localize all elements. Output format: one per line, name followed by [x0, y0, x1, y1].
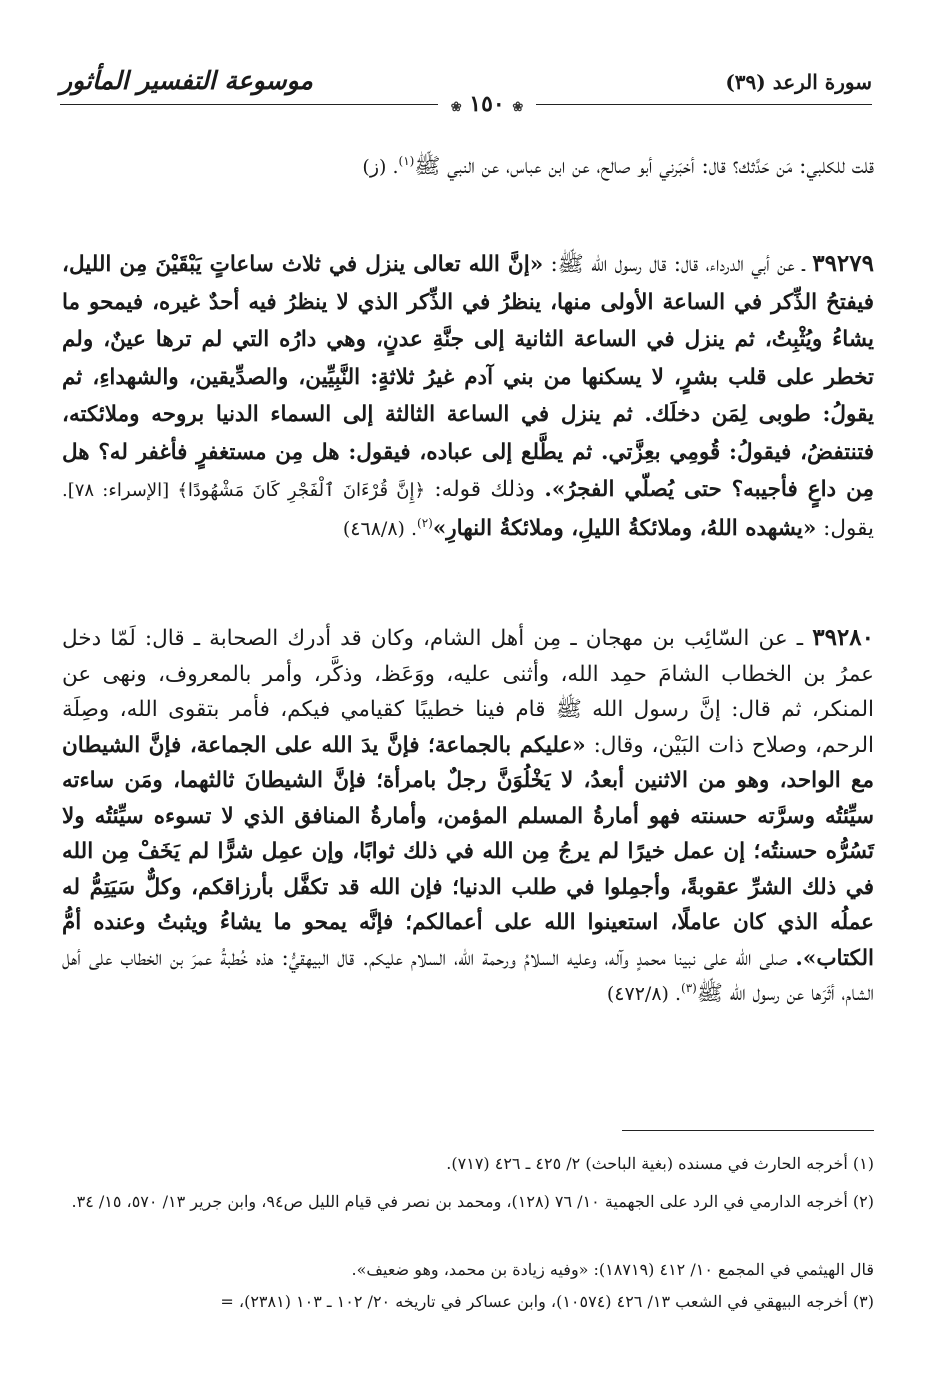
hadith-entry-39279 [62, 245, 874, 548]
entry-intro: ـ عن السّائِب بن مهجان ـ مِن أهل الشام، وكان قد أدرك الصحابة ـ قال: لَمّا دخل عمرُ بن الخطاب الشامَ حمِد الله، وأثنى عليه، ووَعَظ، وذكَّر، وأمر بالمعروف، ونهى عن المنكر، ثم قال: إنَّ رسول الله ﷺ قام فينا خطيبًا كقيامي فيكم، فأمر بتقوى الله، وصِلَة الرحم، وصلاح ذات البَيْن، وقال: [62, 626, 874, 758]
entry-says: يقول: [816, 515, 874, 541]
footnote-3: (٣) أخرجه البيهقي في الشعب ١٣/ ٤٢٦ (١٠٥٧٤)، وابن عساكر في تاريخه ٢٠/ ١٠٢ ـ ١٠٣ (٢٣٨١)، = [220, 1292, 874, 1311]
page-header [60, 60, 872, 130]
hadith-text: «إنَّ الله تعالى ينزل في ثلاث ساعاتٍ يَبْقَيْنَ مِن الليل، فيفتحُ الذِّكر في الساعة الأولى منها، ينظرُ في الذِّكر الذي لا ينظرُ فيه أحدٌ غيره، فيمحو ما يشاءُ ويُثْبِتُ، ثم ينزل في الساعة الثانية إلى جنَّةِ عدنٍ، وهي دارُه التي لم ترها عينٌ، ولم تخطر على قلب بشرٍ، لا يسكنها من بني آدم غيرُ ثلاثةٍ: النَّبِيِّين، والصدِّيقين، والشهداءِ، ثم يقولُ: طوبى لِمَن دخلَك. ثم ينزل في الساعة الثالثة إلى السماء الدنيا بروحه وملائكته، فتنتفضُ، فيقولُ: قُومِي بعِزَّتي. ثم يطَّلع إلى عباده، فيقول: هل مِن مستغفرٍ فأغفر له؟ هل مِن داعٍ فأجيبه؟ حتى يُصلّي الفجرُ». [62, 252, 874, 502]
footnote-marker: (٣) [681, 980, 697, 995]
hadith-text: «عليكم بالجماعة؛ فإنَّ يدَ الله على الجماعة، فإنَّ الشيطان مع الواحد، وهو من الاثنين أبعدُ، لا يَخْلُوَنَّ رجلٌ بامرأة؛ فإنَّ الشيطانَ ثالثهما، ومَن ساءته سيِّئتُه وسرَّته حسنته فهو أمارةُ المسلم المؤمن، وأمارةُ المنافق الذي لا تسوءه سيِّئتُه ولا تَسُرُّه حسنتُه؛ إن عمل خيرًا لم يرجُ مِن الله في ذلك ثوابًا، وإن عمِل شرًّا لم يَخَفْ مِن الله في ذلك الشرِّ عقوبةً، وأجمِلوا في طلب الدنيا؛ فإن الله قد تكفَّل بأرزاقكم، وكلٌّ سَيَتِمُّ له عملُه الذي كان عاملًا، استعينوا الله على أعمالكم؛ فإنَّه يمحو ما يشاءُ ويثبتُ وعنده أمُّ الكتاب». [62, 732, 874, 971]
source-code: . (ز) [362, 156, 399, 178]
footnote-2: (٢) أخرجه الدارمي في الرد على الجهمية ١٠/ ٧٦ (١٢٨)، ومحمد بن نصر في قيام الليل ص٩٤، وابن جرير ١٣/ ٥٧٠، ١٥/ ٣٤. [71, 1192, 874, 1211]
entry-intro: ـ عن أبي الدرداء، قال: قال رسول الله ﷺ: [543, 252, 813, 277]
header-rule-right [536, 104, 872, 105]
ornament-icon: ❀ [512, 100, 524, 115]
page-number-value: ١٥٠ [469, 91, 505, 117]
quran-reference: [الإسراء: ٧٨]. [62, 480, 178, 501]
surah-title: سورة الرعد (٣٩) [725, 70, 872, 94]
source-code: . (٤٦٨/٨) [342, 517, 418, 540]
footnote-marker: (١) [398, 153, 415, 168]
entry-number: ٣٩٢٨٠ [812, 624, 874, 651]
block-text: قلت للكلبي: مَن حَدَّثك؟ قال: أخبَرني أبو صالح، عن ابن عباس، عن النبي ﷺ [414, 154, 874, 179]
footnote-2-comment: قال الهيثمي في المجمع ١٠/ ٤١٢ (١٨٧١٩): «وفيه زيادة بن محمد، وهو ضعيف». [351, 1260, 874, 1279]
footnote-marker: (٢) [417, 515, 433, 530]
entry-tail: صلى الله على نبينا محمدٍ وآله، وعليه السلامُ ورحمة الله، السلام عليكم. قال البيهقيُّ: هذه خُطبةُ عمرَ بن الخطاب على أهل الشام، أثَرَها عن رسول الله ﷺ [62, 945, 874, 1006]
quran-verse: ﴿إِنَّ قُرْءَانَ ٱلْفَجْرِ كَانَ مَشْهُودًا﴾ [177, 480, 426, 501]
entry-number: ٣٩٢٧٩ [812, 250, 874, 277]
hadith-entry-39280 [62, 620, 874, 1013]
header-rule-left [60, 104, 438, 105]
ornament-icon: ❀ [450, 100, 462, 115]
hadith-text-2: «يشهده اللهُ، وملائكةُ الليلِ، وملائكةُ النهارِ» [432, 515, 817, 541]
source-code: . (٤٧٢/٨) [606, 983, 682, 1005]
footnote-divider [622, 1130, 874, 1131]
page-number [438, 91, 536, 117]
book-title: موسوعة التفسير المأثور [60, 66, 313, 95]
entry-middle: وذلك قوله: [425, 477, 545, 502]
text-block-continuation [62, 150, 874, 184]
footnote-1: (١) أخرجه الحارث في مسنده (بغية الباحث) ٢/ ٤٢٥ ـ ٤٢٦ (٧١٧). [446, 1154, 874, 1173]
